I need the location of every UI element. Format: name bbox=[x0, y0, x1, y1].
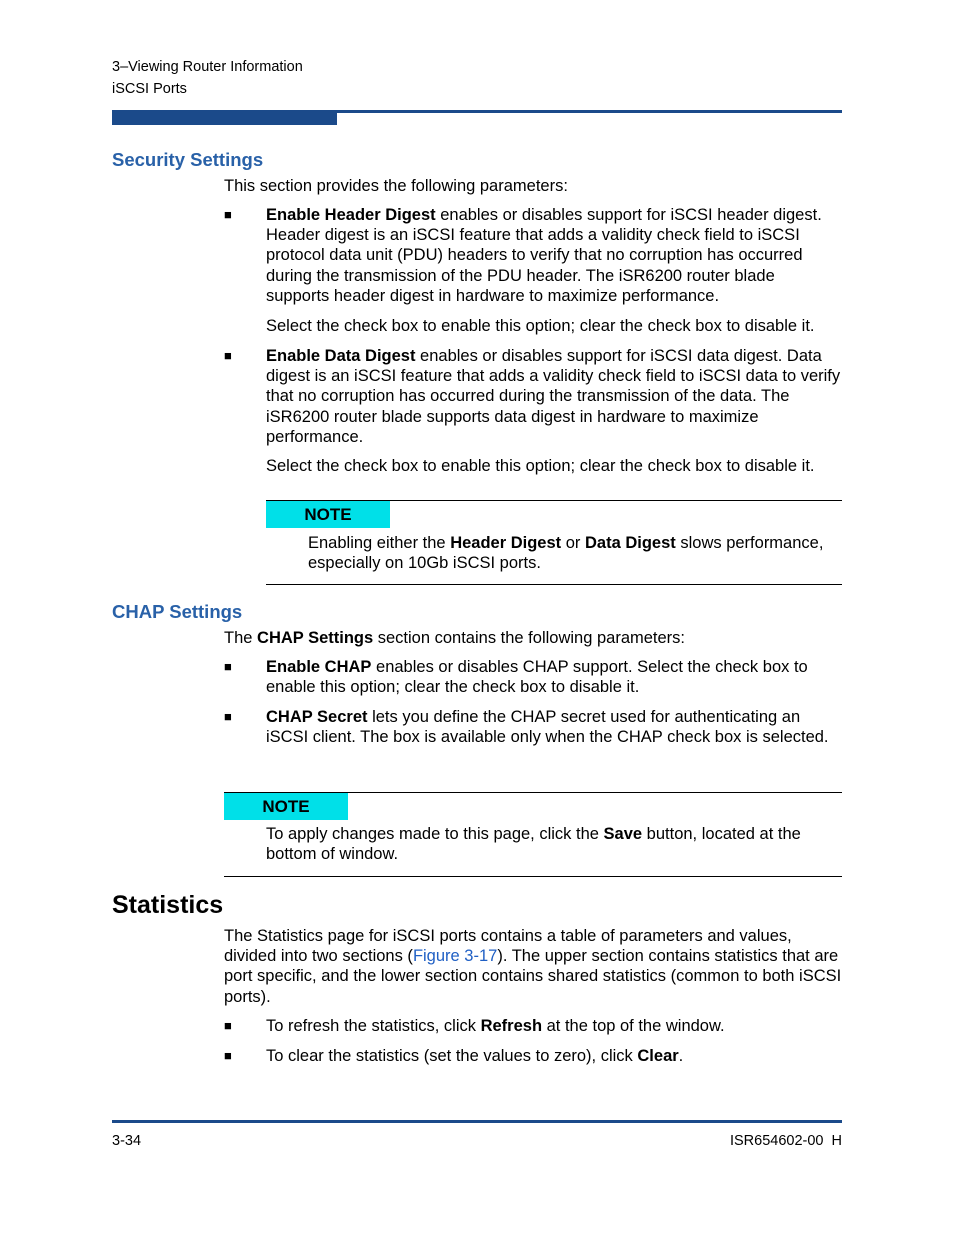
list-item-header-digest bbox=[266, 205, 842, 306]
list-item-enable-chap bbox=[266, 657, 842, 697]
note-label: NOTE bbox=[266, 501, 390, 528]
text-part: To clear the statistics (set the values to zero), click bbox=[266, 1047, 638, 1065]
bullet-icon: ■ bbox=[224, 659, 232, 674]
page-number: 3-34 bbox=[112, 1133, 142, 1149]
running-header-chapter: 3–Viewing Router Information bbox=[112, 59, 303, 75]
text-part: section contains the following parameters: bbox=[373, 629, 686, 647]
data-digest-instruction: Select the check box to enable this option; clear the check box to disable it. bbox=[266, 457, 815, 475]
term: Enable CHAP bbox=[266, 658, 372, 676]
bullet-icon: ■ bbox=[224, 1018, 232, 1033]
footer-rule bbox=[112, 1120, 842, 1123]
note-text-part: or bbox=[561, 534, 585, 552]
note-bottom-rule bbox=[224, 876, 842, 877]
running-header-section: iSCSI Ports bbox=[112, 81, 187, 97]
header-digest-instruction: Select the check box to enable this option; clear the check box to disable it. bbox=[266, 317, 815, 335]
document-number: ISR654602-00 H bbox=[729, 1133, 842, 1149]
security-intro: This section provides the following parameters: bbox=[224, 177, 568, 195]
term: CHAP Secret bbox=[266, 708, 368, 726]
note-text-part: Enabling either the bbox=[308, 534, 451, 552]
note-text-part: To apply changes made to this page, click the bbox=[266, 825, 604, 843]
note-bold: Data Digest bbox=[585, 534, 676, 552]
text-part: at the top of the window. bbox=[542, 1017, 725, 1035]
term: Enable Data Digest bbox=[266, 347, 416, 365]
figure-link[interactable]: Figure 3-17 bbox=[412, 947, 498, 966]
note-bold: Save bbox=[603, 825, 643, 843]
bullet-icon: ■ bbox=[224, 709, 232, 724]
bullet-icon: ■ bbox=[224, 1048, 232, 1063]
text-part: The Statistics page for iSCSI ports contains a table of parameters and values, divided into two sections ( bbox=[224, 927, 792, 966]
header-rule-accent bbox=[112, 110, 337, 125]
bullet-icon: ■ bbox=[224, 207, 232, 222]
security-settings-heading: Security Settings bbox=[112, 149, 264, 170]
list-item-chap-secret bbox=[266, 707, 842, 747]
statistics-paragraph bbox=[224, 926, 842, 1007]
bold-term: Clear bbox=[637, 1047, 679, 1065]
note-bold: Header Digest bbox=[450, 534, 562, 552]
note-text-save bbox=[266, 824, 842, 864]
chap-intro bbox=[224, 628, 842, 648]
note-bottom-rule bbox=[266, 584, 842, 585]
term: Enable Header Digest bbox=[266, 206, 436, 224]
statistics-heading: Statistics bbox=[112, 891, 224, 919]
text-part: . bbox=[678, 1047, 684, 1065]
text-part: The bbox=[224, 629, 258, 647]
text-part: ). The upper section contains statistics that are port specific, and the lower section contains shared statistics (common to both iSCSI ports). bbox=[224, 947, 842, 1006]
description: enables or disables CHAP support. Select the check box to enable this option; clear the check box to disable it. bbox=[266, 658, 808, 697]
note-text-part: button, located at the bottom of window. bbox=[266, 825, 801, 864]
list-item-refresh bbox=[266, 1016, 842, 1036]
note-text-part: slows performance, especially on 10Gb iSCSI ports. bbox=[308, 534, 824, 573]
description: enables or disables support for iSCSI header digest. Header digest is an iSCSI feature that adds a validity check field to iSCSI protocol data unit (PDU) headers to verify that no corruption has occurred during the transmission of the PDU header. The iSR6200 router blade supports header digest in hardware to maximize performance. bbox=[266, 206, 822, 305]
text-part: To refresh the statistics, click bbox=[266, 1017, 481, 1035]
chap-settings-heading: CHAP Settings bbox=[112, 601, 243, 622]
list-item-clear bbox=[266, 1046, 842, 1066]
bold-term: CHAP Settings bbox=[257, 629, 374, 647]
note-label: NOTE bbox=[224, 793, 348, 820]
bullet-icon: ■ bbox=[224, 348, 232, 363]
bold-term: Refresh bbox=[480, 1017, 543, 1035]
description: enables or disables support for iSCSI data digest. Data digest is an iSCSI feature that adds a validity check field to iSCSI data to verify that no corruption has occurred during the transmission of the data. The iSR6200 router blade supports data digest in hardware to maximize performance. bbox=[266, 347, 841, 446]
list-item-data-digest bbox=[266, 346, 842, 447]
description: lets you define the CHAP secret used for authenticating an iSCSI client. The box is available only when the CHAP check box is selected. bbox=[266, 708, 829, 747]
note-text-digest bbox=[308, 533, 842, 573]
